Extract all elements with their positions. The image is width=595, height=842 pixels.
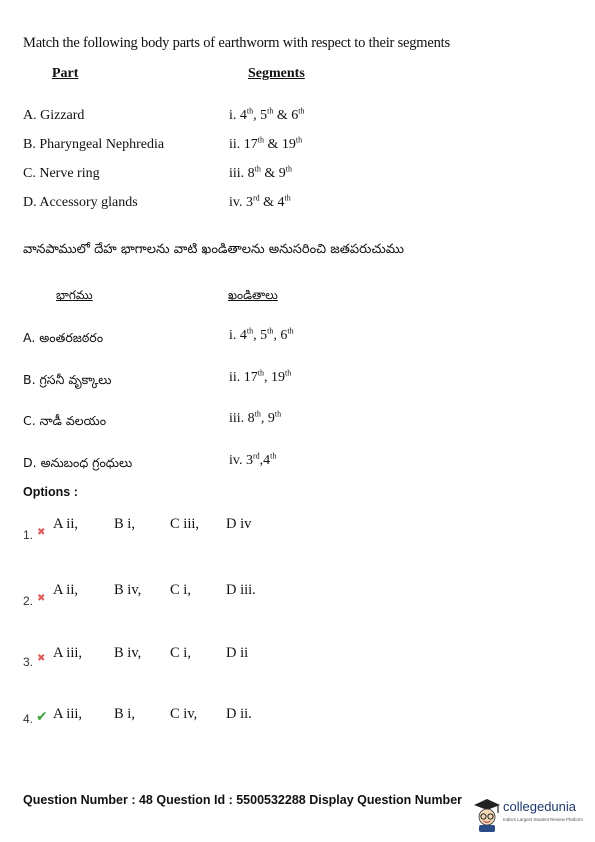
- option-2[interactable]: [23, 580, 323, 610]
- mascot-icon: [472, 796, 502, 832]
- option-number: 1.: [23, 528, 34, 542]
- telugu-part-row-c: C. నాడీ వలయం: [23, 413, 107, 428]
- option-number: 2.: [23, 594, 34, 608]
- header-part: Part: [52, 66, 79, 81]
- option-part: C i,: [170, 645, 191, 661]
- option-part: B i,: [114, 706, 135, 722]
- option-part: A iii,: [53, 645, 83, 661]
- option-part: A ii,: [53, 582, 78, 598]
- option-3[interactable]: [23, 643, 323, 673]
- telugu-title: వానపాములో దేహ భాగాలను వాటి ఖండితాలను అనుసరించి జతపరుచుము: [23, 242, 404, 257]
- option-part: A ii,: [53, 516, 78, 532]
- telugu-header-segments: ఖండితాలు: [228, 288, 278, 302]
- option-part: A iii,: [53, 706, 83, 722]
- question-title: Match the following body parts of earthworm with respect to their segments: [23, 35, 450, 51]
- footer-question-info: Question Number : 48 Question Id : 5500532288 Display Question Number: [23, 793, 463, 807]
- telugu-part-row-a: A. అంతరజఠరం: [23, 330, 104, 345]
- option-number: 3.: [23, 655, 34, 669]
- option-number: 4.: [23, 712, 34, 726]
- options-label: Options :: [23, 485, 78, 499]
- telugu-segment-row-iv: iv. 3rd,4th: [229, 451, 277, 468]
- logo-name: collegedunia: [503, 799, 577, 814]
- segment-row-iv: iv. 3rd & 4th: [229, 193, 291, 210]
- option-1[interactable]: [23, 514, 323, 544]
- telugu-segment-row-iii: iii. 8th, 9th: [229, 409, 282, 426]
- telugu-part-row-d: D. అనుబంధ గ్రంధులు: [23, 455, 133, 470]
- option-part: B iv,: [114, 582, 142, 598]
- option-part: D ii.: [226, 706, 252, 722]
- option-part: C iv,: [170, 706, 198, 722]
- option-part: C i,: [170, 582, 191, 598]
- telugu-segment-row-i: i. 4th, 5th, 6th: [229, 326, 294, 343]
- option-part: D iv: [226, 516, 252, 532]
- part-row-a: A. Gizzard: [23, 108, 85, 123]
- wrong-mark-icon: ✖: [37, 527, 46, 538]
- segment-row-iii: iii. 8th & 9th: [229, 164, 293, 181]
- header-segments: Segments: [248, 66, 305, 81]
- part-row-d: D. Accessory glands: [23, 195, 138, 210]
- telugu-part-row-b: B. గ్రసనీ వృక్కాలు: [23, 372, 112, 387]
- option-part: C iii,: [170, 516, 200, 532]
- wrong-mark-icon: ✖: [37, 653, 46, 664]
- option-part: D iii.: [226, 582, 256, 598]
- logo-tagline: India's Largest Student Review Platform: [503, 817, 583, 822]
- wrong-mark-icon: ✖: [37, 593, 46, 604]
- segment-row-ii: ii. 17th & 19th: [229, 135, 303, 152]
- correct-check-icon: ✔: [36, 709, 48, 725]
- option-4[interactable]: [23, 704, 323, 734]
- part-row-c: C. Nerve ring: [23, 166, 100, 181]
- option-part: D ii: [226, 645, 249, 661]
- segment-row-i: i. 4th, 5th & 6th: [229, 106, 305, 123]
- option-part: B i,: [114, 516, 135, 532]
- telugu-header-part: భాగము: [56, 288, 93, 302]
- part-row-b: B. Pharyngeal Nephredia: [23, 137, 165, 152]
- option-part: B iv,: [114, 645, 142, 661]
- telugu-segment-row-ii: ii. 17th, 19th: [229, 368, 292, 385]
